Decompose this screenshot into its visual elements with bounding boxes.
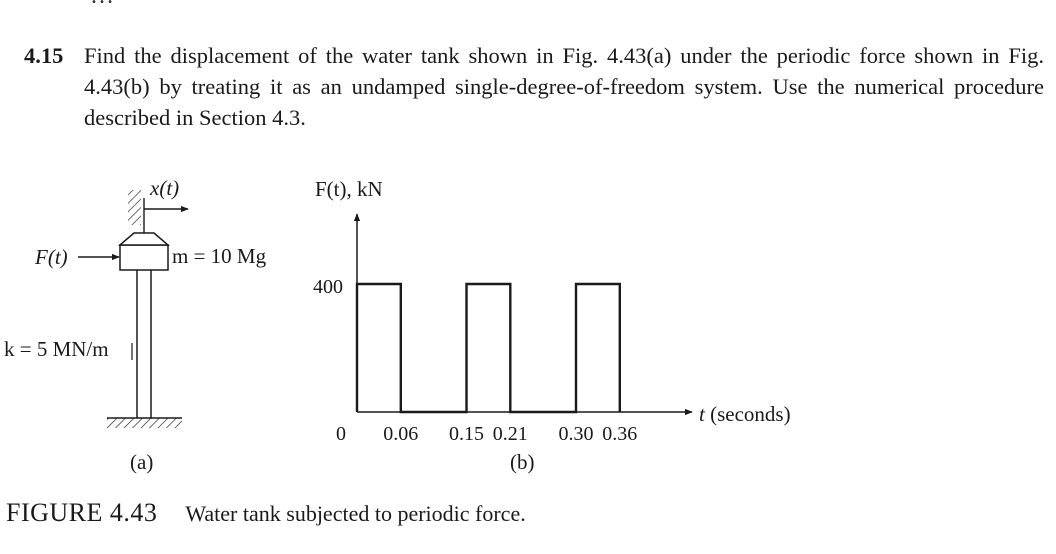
problem-text: Find the displacement of the water tank shown in Fig. 4.43(a) under the periodic force shown in Fig. 4.43(b) by treating it as an undamped single-degree-of-freedom system. Use the numerical procedure described in Section 4.3. bbox=[84, 43, 1044, 130]
x-tick-label: 0.15 bbox=[449, 423, 484, 445]
reference-post-hatching bbox=[128, 190, 141, 225]
origin-label: 0 bbox=[336, 423, 346, 445]
tank-mass-box bbox=[120, 245, 168, 270]
tank-roof bbox=[120, 233, 168, 245]
x-tick-label: 0.36 bbox=[602, 423, 638, 445]
mass-label: m = 10 Mg bbox=[172, 244, 267, 268]
water-tank-diagram bbox=[4, 176, 267, 474]
figure-caption bbox=[6, 498, 526, 528]
force-waveform-series bbox=[357, 284, 620, 412]
caption-text: Water tank subjected to periodic force. bbox=[185, 501, 526, 526]
displacement-label: x(t) bbox=[150, 176, 180, 200]
x-axis-label: t (seconds) bbox=[699, 402, 791, 426]
x-tick-label: 0.30 bbox=[558, 423, 594, 445]
x-tick-label: 0.06 bbox=[383, 423, 419, 445]
y-tick-400: 400 bbox=[313, 276, 343, 298]
panel-b-label: (b) bbox=[510, 450, 535, 474]
y-axis-label: F(t), kN bbox=[315, 177, 383, 201]
x-tick-label: 0.21 bbox=[492, 423, 528, 445]
ground-hatching bbox=[107, 418, 182, 428]
stiffness-label: k = 5 MN/m bbox=[4, 337, 109, 361]
periodic-force-chart bbox=[313, 177, 791, 474]
problem-number: 4.15 bbox=[24, 43, 64, 68]
x-tick-labels bbox=[383, 423, 637, 445]
panel-a-label: (a) bbox=[130, 450, 154, 474]
force-label: F(t) bbox=[35, 245, 68, 269]
caption-label: FIGURE 4.43 bbox=[6, 498, 158, 527]
